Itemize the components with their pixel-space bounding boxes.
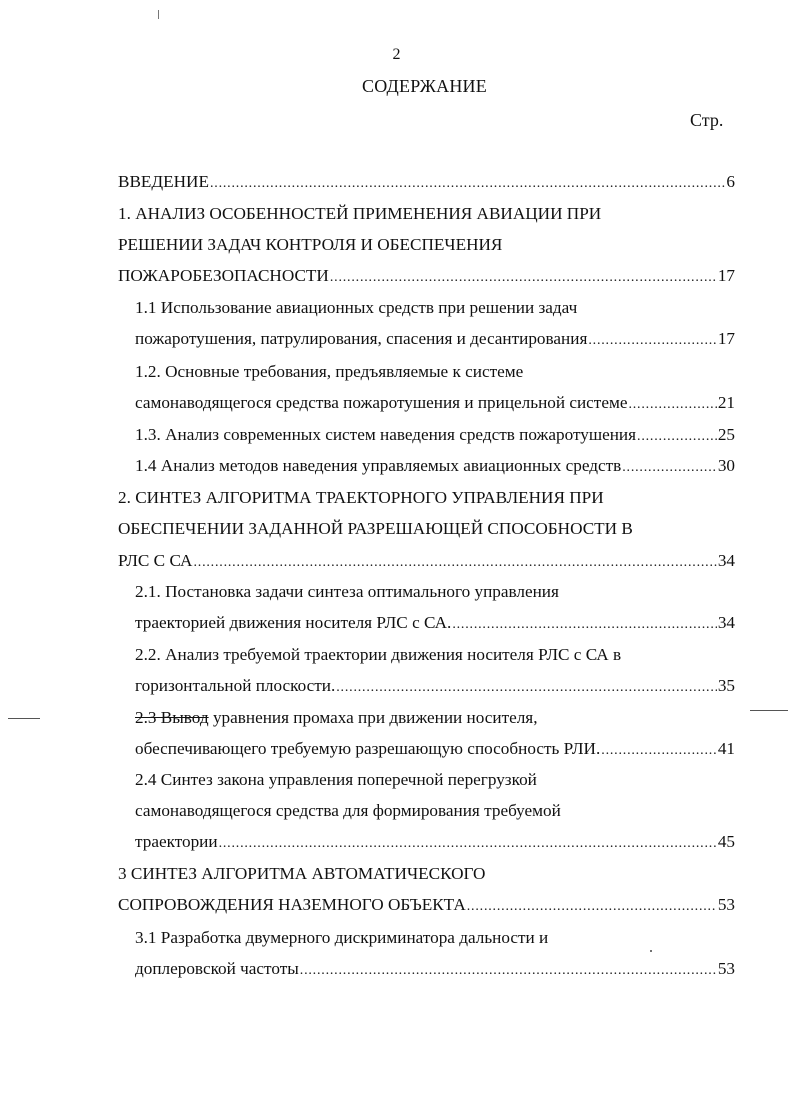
- toc-entry-1-1-line-2[interactable]: пожаротушения, патрулирования, спасения и десантирования ..... 17: [135, 323, 735, 354]
- toc-entry-chapter-2-line-2[interactable]: ОБЕСПЕЧЕНИИ ЗАДАННОЙ РАЗРЕШАЮЩЕЙ СПОСОБНОСТИ В: [118, 519, 633, 538]
- toc-page-number: 17: [717, 329, 735, 348]
- toc-entry-2-4-line-2[interactable]: самонаводящегося средства для формирования требуемой: [135, 801, 561, 820]
- toc-entry-2-3-line-2[interactable]: обеспечивающего требуемую разрешающую способность РЛИ. ..... 41: [135, 733, 735, 764]
- toc-page-number: 17: [717, 266, 735, 285]
- dot-leader: [637, 421, 717, 452]
- page-title: СОДЕРЖАНИЕ: [362, 76, 487, 96]
- toc-entry-1-3[interactable]: 1.3. Анализ современных систем наведения средств пожаротушения ..... 25: [135, 419, 735, 450]
- dot-leader: [193, 547, 716, 578]
- dot-leader: [601, 735, 717, 766]
- toc-entry-1-1-line-1[interactable]: 1.1 Использование авиационных средств при решении задач: [135, 298, 578, 317]
- toc-page-number: 35: [717, 676, 735, 695]
- toc-page-number: 41: [717, 739, 735, 758]
- toc-entry-2-4-line-1[interactable]: 2.4 Синтез закона управления поперечной перегрузкой: [135, 770, 537, 789]
- toc-page-number: 53: [717, 959, 735, 978]
- toc-entry-2-1-line-2[interactable]: траекторией движения носителя РЛС с СА. ..... 34: [135, 607, 735, 638]
- dot-leader: [628, 389, 716, 420]
- struck-text: 2.3 Вывод: [135, 708, 209, 727]
- page-column-label: Стр.: [690, 110, 724, 130]
- dot-leader: [219, 828, 717, 859]
- toc-entry-2-2-line-1[interactable]: 2.2. Анализ требуемой траектории движения носителя РЛС с СА в: [135, 645, 622, 664]
- toc-entry-chapter-1-line-2[interactable]: РЕШЕНИИ ЗАДАЧ КОНТРОЛЯ И ОБЕСПЕЧЕНИЯ: [118, 235, 503, 254]
- dot-leader: [300, 955, 717, 986]
- toc-entry-chapter-1-line-3[interactable]: ПОЖАРОБЕЗОПАСНОСТИ ..... 17: [118, 260, 735, 291]
- toc-entry-3-1-line-1[interactable]: 3.1 Разработка двумерного дискриминатора дальности и: [135, 928, 549, 947]
- dot-leader: [467, 891, 717, 922]
- toc-entry-chapter-2-line-1[interactable]: 2. СИНТЕЗ АЛГОРИТМА ТРАЕКТОРНОГО УПРАВЛЕНИЯ ПРИ: [118, 488, 604, 507]
- scan-artifact-tick: [158, 10, 159, 19]
- toc-page-number: 34: [717, 551, 735, 570]
- scan-artifact-dot: [650, 950, 652, 952]
- dot-leader: [210, 168, 725, 199]
- dot-leader: [330, 262, 717, 293]
- toc-entry-1-2-line-2[interactable]: самонаводящегося средства пожаротушения и прицельной системе ..... 21: [135, 387, 735, 418]
- toc-entry-1-2-line-1[interactable]: 1.2. Основные требования, предъявляемые к системе: [135, 362, 524, 381]
- toc-page-number: 25: [717, 425, 735, 444]
- toc-page-number: 30: [717, 456, 735, 475]
- scan-artifact-line-left: [8, 718, 40, 719]
- toc-entry-2-4-line-3[interactable]: траектории ..... 45: [135, 826, 735, 857]
- toc-entry-chapter-1-line-1[interactable]: 1. АНАЛИЗ ОСОБЕННОСТЕЙ ПРИМЕНЕНИЯ АВИАЦИИ ПРИ: [118, 204, 602, 223]
- toc-entry-1-4[interactable]: 1.4 Анализ методов наведения управляемых авиационных средств ..... 30: [135, 450, 735, 481]
- toc-page-number: 45: [717, 832, 735, 851]
- toc-entry-2-3-line-1[interactable]: 2.3 Вывод уравнения промаха при движении носителя,: [135, 708, 538, 727]
- toc-entry-chapter-3-line-1[interactable]: 3 СИНТЕЗ АЛГОРИТМА АВТОМАТИЧЕСКОГО: [118, 864, 486, 883]
- dot-leader: [588, 325, 716, 356]
- toc-entry-chapter-3-line-2[interactable]: СОПРОВОЖДЕНИЯ НАЗЕМНОГО ОБЪЕКТА ..... 53: [118, 889, 735, 920]
- toc-page-number: 6: [726, 172, 735, 191]
- toc-entry-chapter-2-line-3[interactable]: РЛС С СА ..... 34: [118, 545, 735, 576]
- toc-page-number: 34: [717, 613, 735, 632]
- page-number: 2: [392, 46, 401, 63]
- toc-page-number: 21: [717, 393, 735, 412]
- scan-artifact-line-right: [750, 710, 788, 711]
- toc-entry-2-2-line-2[interactable]: горизонтальной плоскости. ..... 35: [135, 670, 735, 701]
- dot-leader: [452, 609, 716, 640]
- toc-entry-3-1-line-2[interactable]: доплеровской частоты ..... 53: [135, 953, 735, 984]
- toc-entry-2-1-line-1[interactable]: 2.1. Постановка задачи синтеза оптимального управления: [135, 582, 559, 601]
- toc-page-number: 53: [717, 895, 735, 914]
- dot-leader: [336, 672, 717, 703]
- dot-leader: [622, 452, 717, 483]
- toc-entry-introduction[interactable]: ВВЕДЕНИЕ ..... 6: [118, 166, 735, 197]
